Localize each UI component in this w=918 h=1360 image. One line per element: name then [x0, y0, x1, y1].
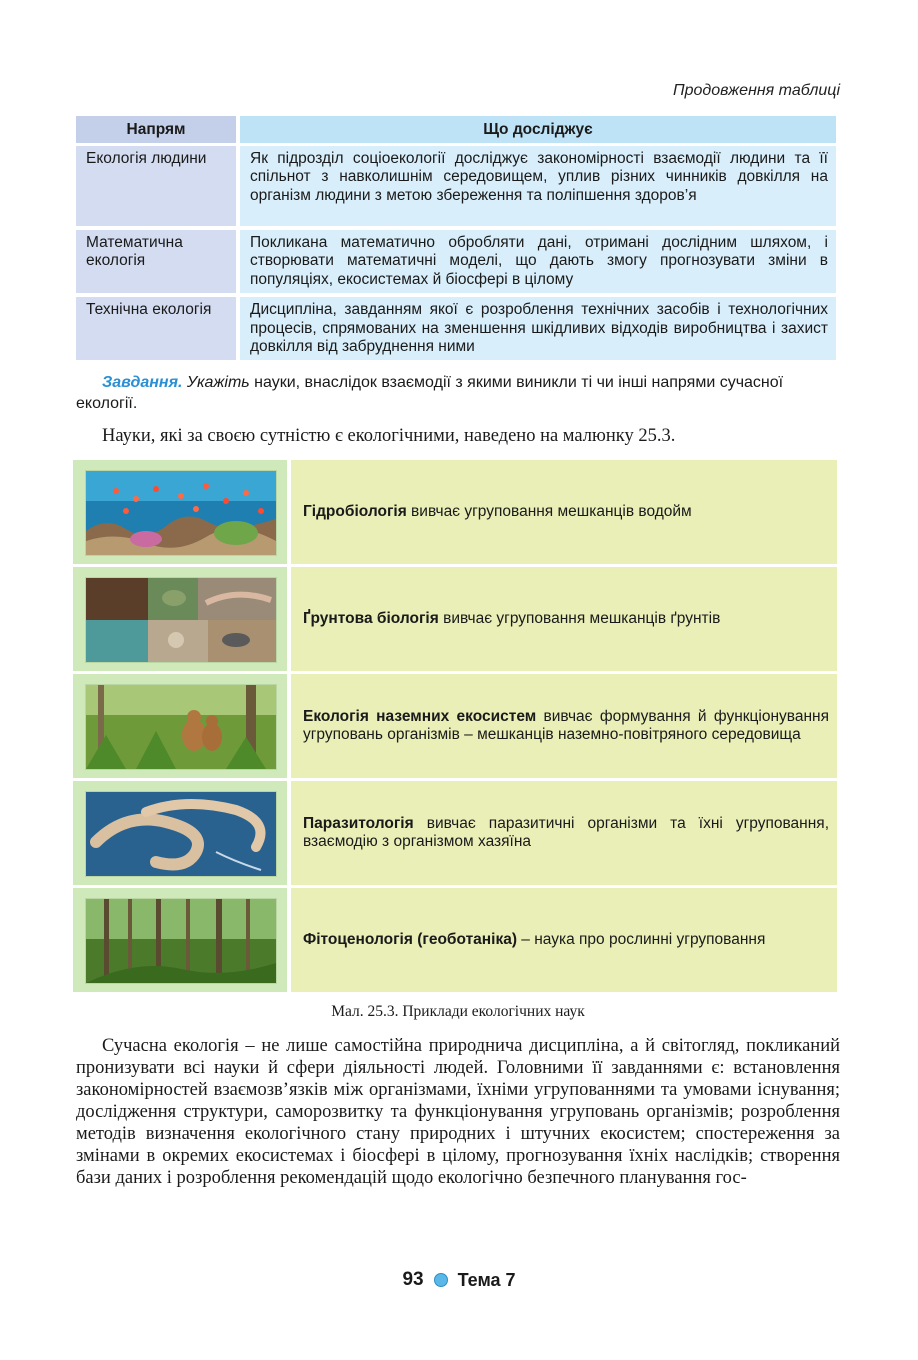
figure-row [73, 781, 837, 885]
figure-row [73, 460, 837, 564]
parasitic-worm-image [85, 791, 277, 877]
table-row [76, 297, 836, 364]
header-research: Що досліджує [240, 116, 836, 146]
task-label: Завдання. [102, 374, 183, 391]
ecology-sciences-figure [73, 460, 837, 994]
science-term: Екологія наземних екосистем [303, 707, 537, 725]
header-direction: Напрям [76, 116, 240, 146]
soil-organisms-image [85, 577, 277, 663]
science-description: Гідробіологія вивчає угруповання мешканців водойм [303, 502, 692, 520]
direction-cell: Технічна екологія [76, 297, 240, 364]
figure-row [73, 674, 837, 778]
task-paragraph [76, 372, 840, 414]
figure-row [73, 567, 837, 671]
task-verb: Укажіть [186, 374, 250, 391]
deer-fawns-image [85, 684, 277, 770]
body-paragraph: Сучасна екологія – не лише самостійна природнича дисципліна, а й світогляд, покликаний пронизувати всі науки й сфери діяльності людей. Головними її завданнями є: встановлення закономірностей взаємозв’язків між організмами, їхніми угрупованнями та умовами існування; дослідження структури, саморозвитку та функціонування угруповань організмів; розроблення методів визначення екологічного стану природних і штучних екосистем; спостереження за змінами в окремих екосистемах і біосфері в цілому, прогнозування їхніх наслідків; створення бази даних і розроблення рекомендацій щодо екологічно безпечного планування гос- [76, 1036, 840, 1188]
direction-cell: Математична екологія [76, 230, 240, 297]
science-description: Паразитологія вивчає паразитичні організми та їхні угруповання, взаємодію з організмом хазяїна [303, 814, 829, 850]
topic-label: Тема 7 [457, 1269, 516, 1290]
figure-row [73, 888, 837, 992]
direction-cell: Екологія людини [76, 146, 240, 230]
figure-intro-text: Науки, які за своєю сутністю є екологічними, наведено на малюнку 25.3. [102, 426, 676, 446]
bullet-dot-icon [434, 1273, 448, 1287]
science-description: Ґрунтова біологія вивчає угруповання мешканців ґрунтів [303, 609, 721, 627]
table-row [76, 230, 836, 297]
description-cell: Як підрозділ соціоекології досліджує закономірності взаємодії людини та її спільнот з навколишнім середовищем, уплив різних чинників довкілля на організм людини з метою збереження та поліпшення здоров’я [240, 146, 836, 230]
task-text: науки, внаслідок взаємодії з якими виникли ті чи інші напрями сучасної екології. [76, 374, 784, 412]
science-term: Гідробіологія [303, 502, 407, 520]
science-term: Ґрунтова біологія [303, 609, 439, 627]
figure-caption: Мал. 25.3. Приклади екологічних наук [331, 1003, 585, 1020]
science-description: Екологія наземних екосистем вивчає формування й функціонування угруповань організмів – мешканців наземно-повітряного середовища [303, 707, 829, 743]
page-number: 93 [402, 1269, 424, 1290]
science-description: Фітоценологія (геоботаніка) – наука про рослинні угруповання [303, 930, 766, 948]
ecology-directions-table [76, 116, 836, 364]
table-continuation-label: Продовження таблиці [673, 82, 840, 99]
description-cell: Дисципліна, завданням якої є розроблення технічних засобів і технологічних процесів, спрямованих на зменшення шкідливих відходів виробництва і захист довкілля від забруднення ними [240, 297, 836, 364]
description-cell: Покликана математично обробляти дані, отримані дослідним шляхом, і створювати математичні моделі, що дають змогу прогнозувати зміни в популяціях, екосистемах й біосфері в цілому [240, 230, 836, 297]
forest-image [85, 898, 277, 984]
page-footer [0, 1266, 918, 1294]
science-term: Паразитологія [303, 814, 414, 832]
coral-reef-image [85, 470, 277, 556]
science-term: Фітоценологія (геоботаніка) [303, 930, 517, 948]
table-row [76, 146, 836, 230]
